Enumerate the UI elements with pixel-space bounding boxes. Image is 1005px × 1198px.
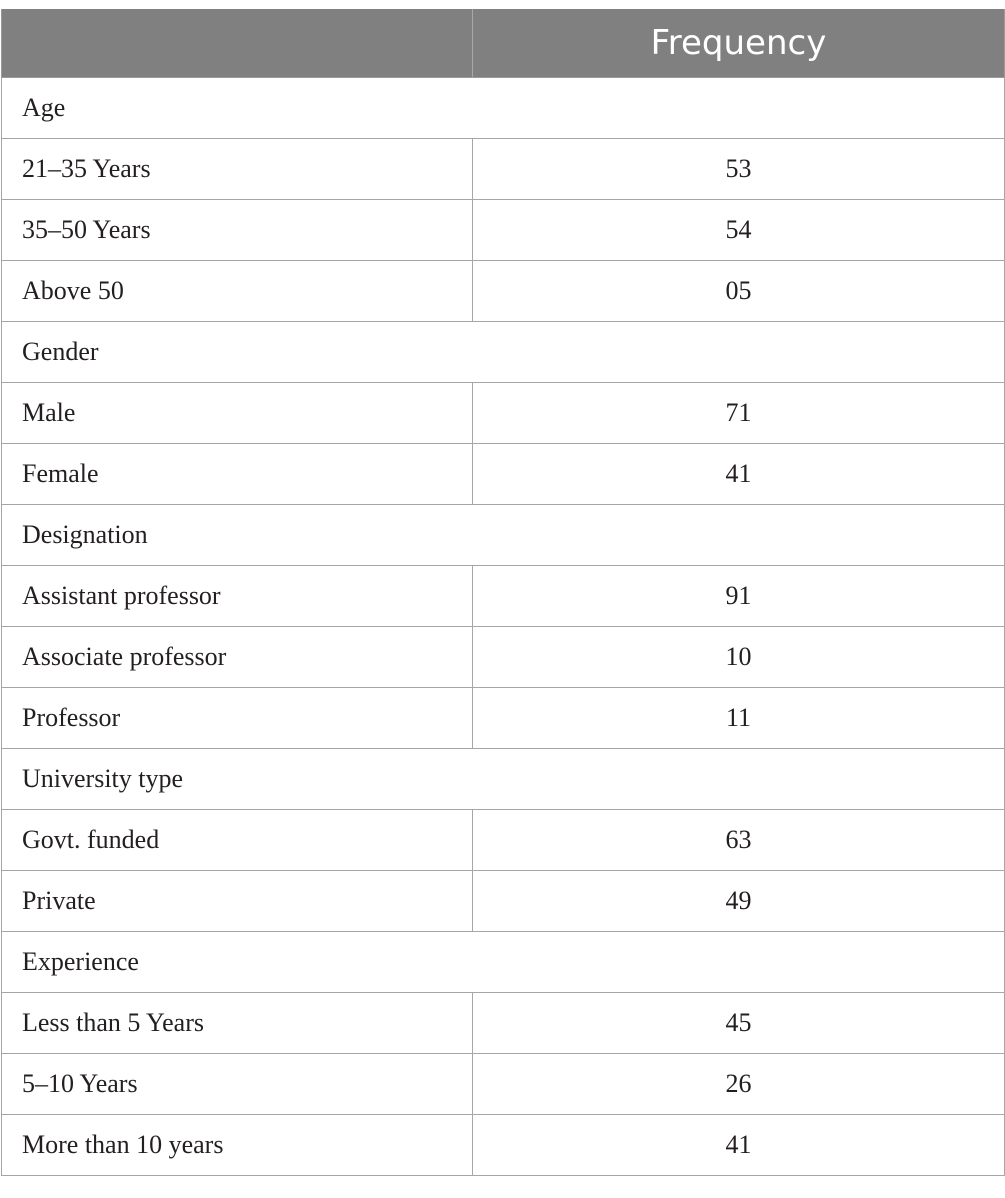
row-label: More than 10 years <box>2 1115 473 1176</box>
row-value: 71 <box>473 383 1005 444</box>
group-label: Designation <box>2 505 1005 566</box>
row-value: 05 <box>473 261 1005 322</box>
group-row-designation <box>2 505 1005 566</box>
row-value: 10 <box>473 627 1005 688</box>
table-row <box>2 261 1005 322</box>
table-row <box>2 1115 1005 1176</box>
table-row <box>2 1054 1005 1115</box>
frequency-table-container <box>1 9 1004 1176</box>
row-value: 45 <box>473 993 1005 1054</box>
frequency-table <box>1 9 1005 1176</box>
row-label: Female <box>2 444 473 505</box>
group-row-experience <box>2 932 1005 993</box>
table-header-row <box>2 9 1005 78</box>
row-label: Private <box>2 871 473 932</box>
row-value: 41 <box>473 1115 1005 1176</box>
header-frequency-cell: Frequency <box>473 9 1005 78</box>
group-label: University type <box>2 749 1005 810</box>
row-label: 35–50 Years <box>2 200 473 261</box>
row-value: 91 <box>473 566 1005 627</box>
header-category-cell <box>2 9 473 78</box>
group-row-age <box>2 78 1005 139</box>
row-value: 41 <box>473 444 1005 505</box>
row-value: 11 <box>473 688 1005 749</box>
group-label: Age <box>2 78 1005 139</box>
group-label: Experience <box>2 932 1005 993</box>
row-label: Associate professor <box>2 627 473 688</box>
group-row-university-type <box>2 749 1005 810</box>
row-label: Less than 5 Years <box>2 993 473 1054</box>
row-value: 53 <box>473 139 1005 200</box>
table-row <box>2 627 1005 688</box>
row-label: Assistant professor <box>2 566 473 627</box>
table-row <box>2 139 1005 200</box>
row-value: 26 <box>473 1054 1005 1115</box>
table-row <box>2 383 1005 444</box>
row-label: Male <box>2 383 473 444</box>
table-row <box>2 444 1005 505</box>
row-value: 49 <box>473 871 1005 932</box>
table-row <box>2 566 1005 627</box>
table-row <box>2 993 1005 1054</box>
group-label: Gender <box>2 322 1005 383</box>
table-row <box>2 871 1005 932</box>
row-value: 54 <box>473 200 1005 261</box>
row-value: 63 <box>473 810 1005 871</box>
group-row-gender <box>2 322 1005 383</box>
table-row <box>2 688 1005 749</box>
row-label: Govt. funded <box>2 810 473 871</box>
row-label: 5–10 Years <box>2 1054 473 1115</box>
row-label: 21–35 Years <box>2 139 473 200</box>
table-row <box>2 810 1005 871</box>
table-row <box>2 200 1005 261</box>
row-label: Above 50 <box>2 261 473 322</box>
row-label: Professor <box>2 688 473 749</box>
